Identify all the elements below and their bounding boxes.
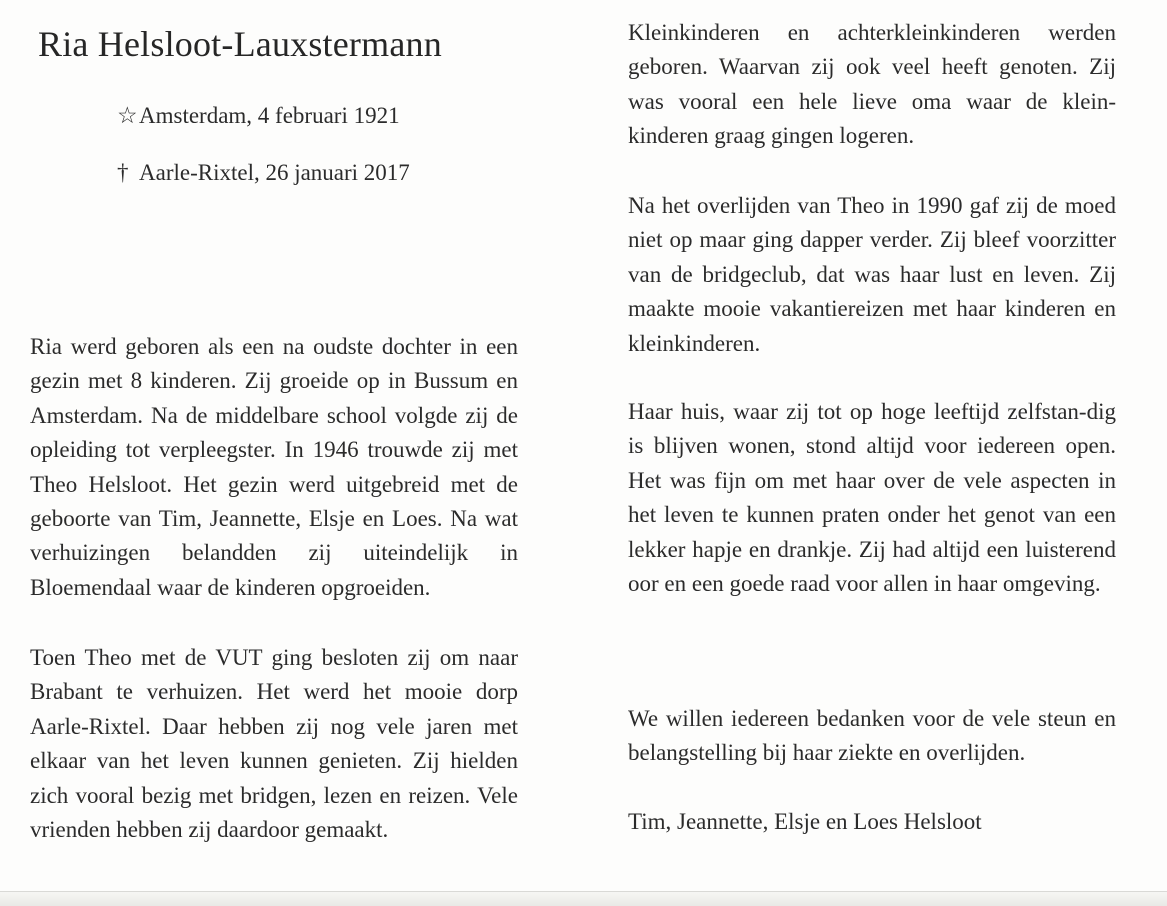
- right-paragraph-3: Haar huis, waar zij tot op hoge leeftijd zelfstan-dig is blijven wonen, stond altijd voor iedereen open. Het was fijn om met haar over de vele aspecten in het leven te kunnen praten onder het genot van een lekker hapje en drankje. Zij had altijd een luisterend oor en een goede raad voor allen in haar omgeving.: [628, 399, 1116, 597]
- right-paragraph-1: Kleinkinderen en achterkleinkinderen werden geboren. Waarvan zij ook veel heeft genoten. Zij was vooral een hele lieve oma waar de klein-kinderen graag gingen logeren.: [628, 20, 1116, 149]
- cross-icon: †: [117, 160, 129, 185]
- left-paragraph-2: Toen Theo met de VUT ging besloten zij om naar Brabant te verhuizen. Het werd het mooie dorp Aarle-Rixtel. Daar hebben zij nog vele jaren met elkaar van het leven kunnen genieten. Zij hielden zich vooral bezig met bridgen, lezen en reizen. Vele vrienden hebben zij daardoor gemaakt.: [30, 645, 518, 843]
- birth-date: Amsterdam, 4 februari 1921: [139, 103, 400, 128]
- deceased-name: Ria Helsloot-Lauxstermann: [38, 24, 442, 64]
- death-date: Aarle-Rixtel, 26 januari 2017: [139, 160, 410, 185]
- card-bottom-edge: [0, 891, 1167, 906]
- right-paragraph-2: Na het overlijden van Theo in 1990 gaf zij de moed niet op maar ging dapper verder. Zij bleef voorzitter van de bridgeclub, dat was haar lust en leven. Zij maakte mooie vakantiereizen met haar kinderen en kleinkinderen.: [628, 193, 1116, 356]
- family-signature: Tim, Jeannette, Elsje en Loes Helsloot: [628, 809, 982, 834]
- star-icon: ☆: [117, 103, 138, 128]
- birth-line: [117, 101, 400, 131]
- right-paragraph-4: We willen iedereen bedanken voor de vele steun en belangstelling bij haar ziekte en overlijden.: [628, 706, 1116, 766]
- left-paragraph-1: Ria werd geboren als een na oudste dochter in een gezin met 8 kinderen. Zij groeide op in Bussum en Amsterdam. Na de middelbare school volgde zij de opleiding tot verpleegster. In 1946 trouwde zij met Theo Helsloot. Het gezin werd uitgebreid met de geboorte van Tim, Jeannette, Elsje en Loes. Na wat verhuizingen belandden zij uiteindelijk in Bloemendaal waar de kinderen opgroeiden.: [30, 334, 518, 600]
- death-line: [117, 158, 410, 188]
